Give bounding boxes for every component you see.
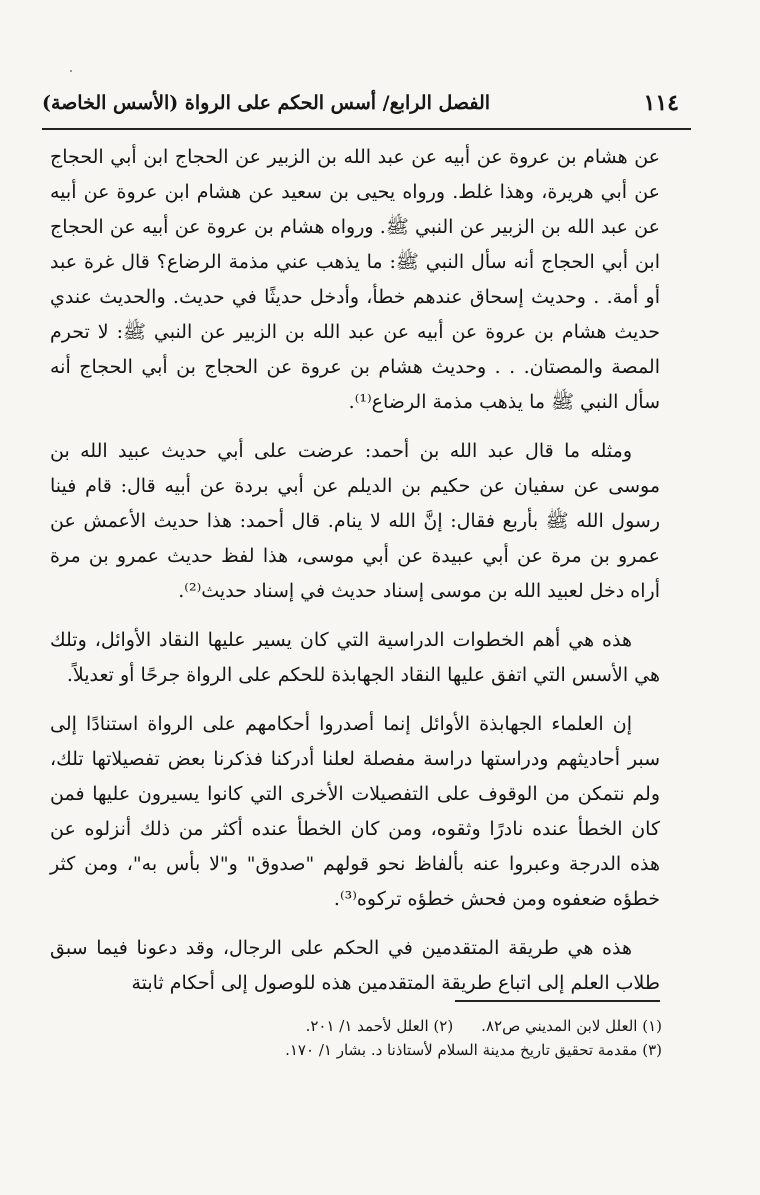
footnote-row [180,1014,662,1038]
footnote-2: (٢) العلل لأحمد ١/ ٢٠١. [305,1017,454,1035]
chapter-title: الفصل الرابع/ أسس الحكم على الرواة (الأسس الخاصة) [42,92,491,114]
page-header [42,86,687,126]
footnote-divider [455,1000,660,1002]
paragraph: عن هشام بن عروة عن أبيه عن عبد الله بن الزبير عن الحجاج ابن أبي الحجاج عن أبي هريرة، وهذا غلط. ورواه يحيى بن سعيد عن هشام ابن عروة عن أبيه عن عبد الله بن الزبير عن النبي ﷺ. ورواه هشام بن عروة عن أبيه عن الحجاج ابن أبي الحجاج أنه سأل النبي ﷺ: ما يذهب عني مذمة الرضاع؟ قال غرة عبد أو أمة. . وحديث إسحاق عندهم خطأ، وأدخل حديثًا في حديث. والحديث عندي حديث هشام بن عروة عن أبيه عن عبد الله بن الزبير عن النبي ﷺ: لا تحرم المصة والمصتان. . . وحديث هشام بن عروة عن الحجاج بن أبي الحجاج أنه سأل النبي ﷺ ما يذهب مذمة الرضاع⁽¹⁾. [50,146,660,413]
paragraph: ومثله ما قال عبد الله بن أحمد: عرضت على أبي حديث عبيد الله بن موسى عن سفيان عن حكيم بن الديلم عن أبي بردة عن أبيه قال: قام فينا رسول الله ﷺ بأربع فقال: إنَّ الله لا ينام. قال أحمد: هذا حديث الأعمش عن عمرو بن مرة عن أبي عبيدة عن أبي موسى، هذا لفظ حديث عمرو بن مرة أراه دخل لعبيد الله بن موسى إسناد حديث في إسناد حديث⁽²⁾. [50,440,660,602]
footnotes [180,1014,662,1062]
footnote-3: (٣) مقدمة تحقيق تاريخ مدينة السلام لأستاذنا د. بشار ١/ ١٧٠. [285,1041,662,1059]
paragraph: إن العلماء الجهابذة الأوائل إنما أصدروا أحكامهم على الرواة استنادًا إلى سبر أحاديثهم ودراستها دراسة مفصلة لعلنا أدركنا فذكرنا بعض تفصيلاتها تلك، ولم نتمكن من الوقوف على التفصيلات الأخرى التي كانوا يسيرون عليها فمن كان الخطأ عنده نادرًا وثقوه، ومن كان الخطأ عنده أكثر من ذلك أنزلوه عن هذه الدرجة وعبروا عنه بألفاظ نحو قولهم "صدوق" و"لا بأس به"، ومن كثر خطؤه ضعفوه ومن فحش خطؤه تركوه⁽³⁾. [50,713,660,910]
page-number: ١١٤ [643,90,679,116]
paragraph: هذه هي طريقة المتقدمين في الحكم على الرجال، وقد دعونا فيما سبق طلاب العلم إلى اتباع طريقة المتقدمين هذه للوصول إلى أحكام ثابتة [50,937,660,994]
scan-speck [70,70,72,72]
footnote-1: (١) العلل لابن المديني ص٨٢. [481,1017,662,1035]
footnote-row [180,1038,662,1062]
main-text [50,140,660,1015]
header-divider [42,128,691,130]
paragraph: هذه هي أهم الخطوات الدراسية التي كان يسير عليها النقاد الأوائل، وتلك هي الأسس التي اتفق عليها النقاد الجهابذة للحكم على الرواة جرحًا أو تعديلاً. [50,629,660,686]
